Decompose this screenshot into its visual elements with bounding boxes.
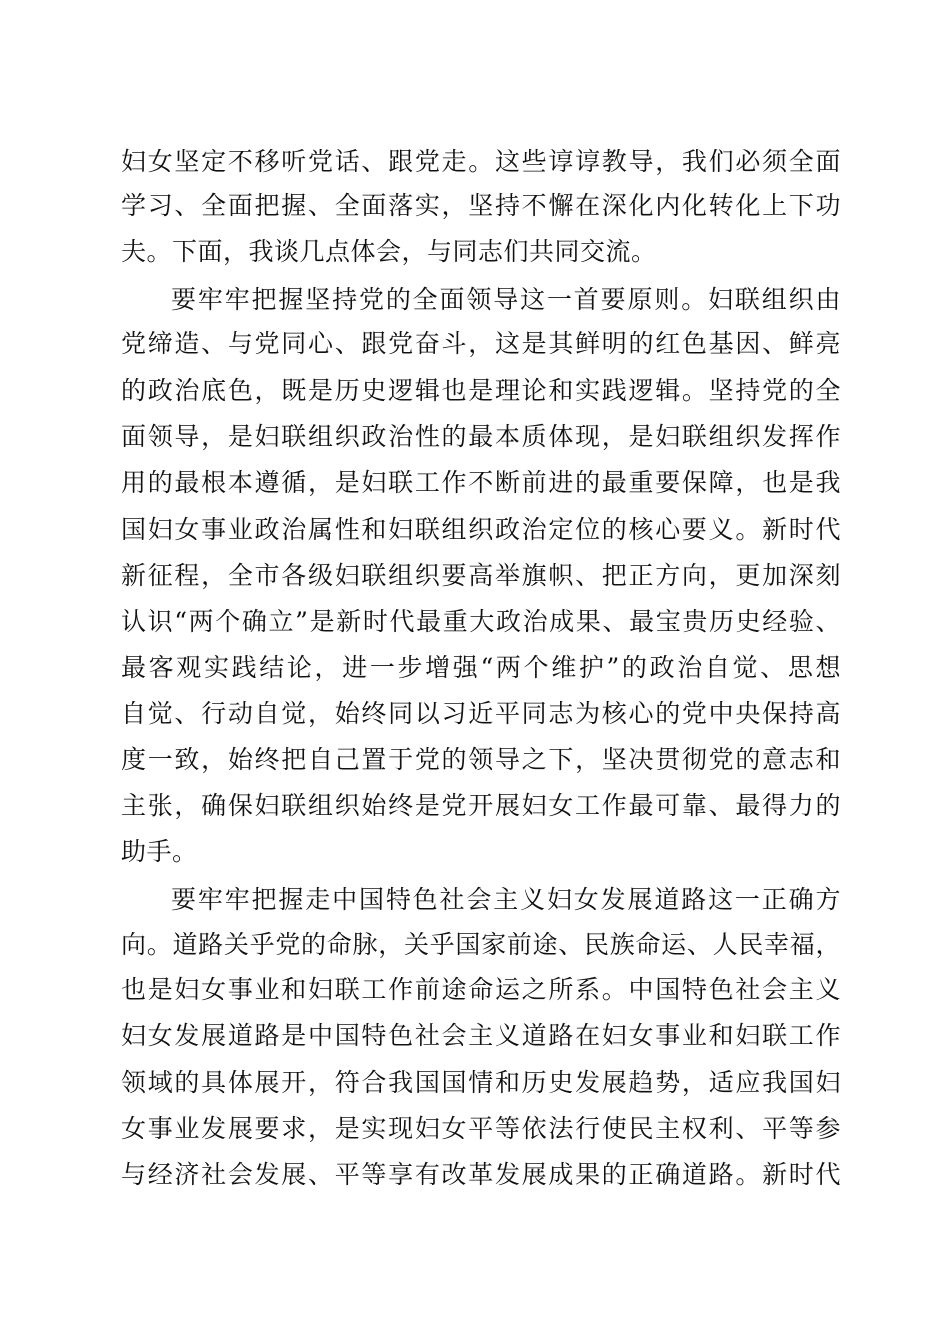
text-line: 妇女坚定不移听党话、跟党走。这些谆谆教导，我们必须全面 [121, 147, 841, 176]
text-line: 夫。下面，我谈几点体会，与同志们共同交流。 [121, 237, 657, 266]
paragraph-first-line: 要牢牢把握坚持党的全面领导这一首要原则。妇联组织由 [171, 285, 841, 314]
paragraph-first-line: 要牢牢把握走中国特色社会主义妇女发展道路这一正确方 [171, 885, 841, 914]
text-line: 妇女发展道路是中国特色社会主义道路在妇女事业和妇联工作 [121, 1021, 841, 1050]
text-line: 新征程，全市各级妇联组织要高举旗帜、把正方向，更加深刻 [121, 561, 841, 590]
text-line: 助手。 [121, 837, 198, 866]
text-line: 度一致，始终把自己置于党的领导之下，坚决贯彻党的意志和 [121, 745, 841, 774]
text-line: 国妇女事业政治属性和妇联组织政治定位的核心要义。新时代 [121, 515, 841, 544]
text-line: 的政治底色，既是历史逻辑也是理论和实践逻辑。坚持党的全 [121, 376, 841, 405]
text-line: 向。道路关乎党的命脉，关乎国家前途、民族命运、人民幸福， [121, 930, 841, 959]
text-line: 用的最根本遵循，是妇联工作不断前进的最重要保障，也是我 [121, 468, 841, 497]
text-line: 党缔造、与党同心、跟党奋斗，这是其鲜明的红色基因、鲜亮 [121, 329, 841, 358]
text-line: 学习、全面把握、全面落实，坚持不懈在深化内化转化上下功 [121, 191, 841, 220]
text-line: 最客观实践结论，进一步增强“两个维护”的政治自觉、思想 [121, 653, 841, 682]
text-line: 自觉、行动自觉，始终同以习近平同志为核心的党中央保持高 [121, 699, 841, 728]
text-line: 与经济社会发展、平等享有改革发展成果的正确道路。新时代 [121, 1160, 841, 1189]
text-line: 面领导，是妇联组织政治性的最本质体现，是妇联组织发挥作 [121, 422, 841, 451]
text-line: 女事业发展要求，是实现妇女平等依法行使民主权利、平等参 [121, 1114, 841, 1143]
text-line: 认识“两个确立”是新时代最重大政治成果、最宝贵历史经验、 [121, 607, 841, 636]
text-line: 也是妇女事业和妇联工作前途命运之所系。中国特色社会主义 [121, 975, 841, 1004]
text-line: 主张，确保妇联组织始终是党开展妇女工作最可靠、最得力的 [121, 791, 841, 820]
text-line: 领域的具体展开，符合我国国情和历史发展趋势，适应我国妇 [121, 1068, 841, 1097]
